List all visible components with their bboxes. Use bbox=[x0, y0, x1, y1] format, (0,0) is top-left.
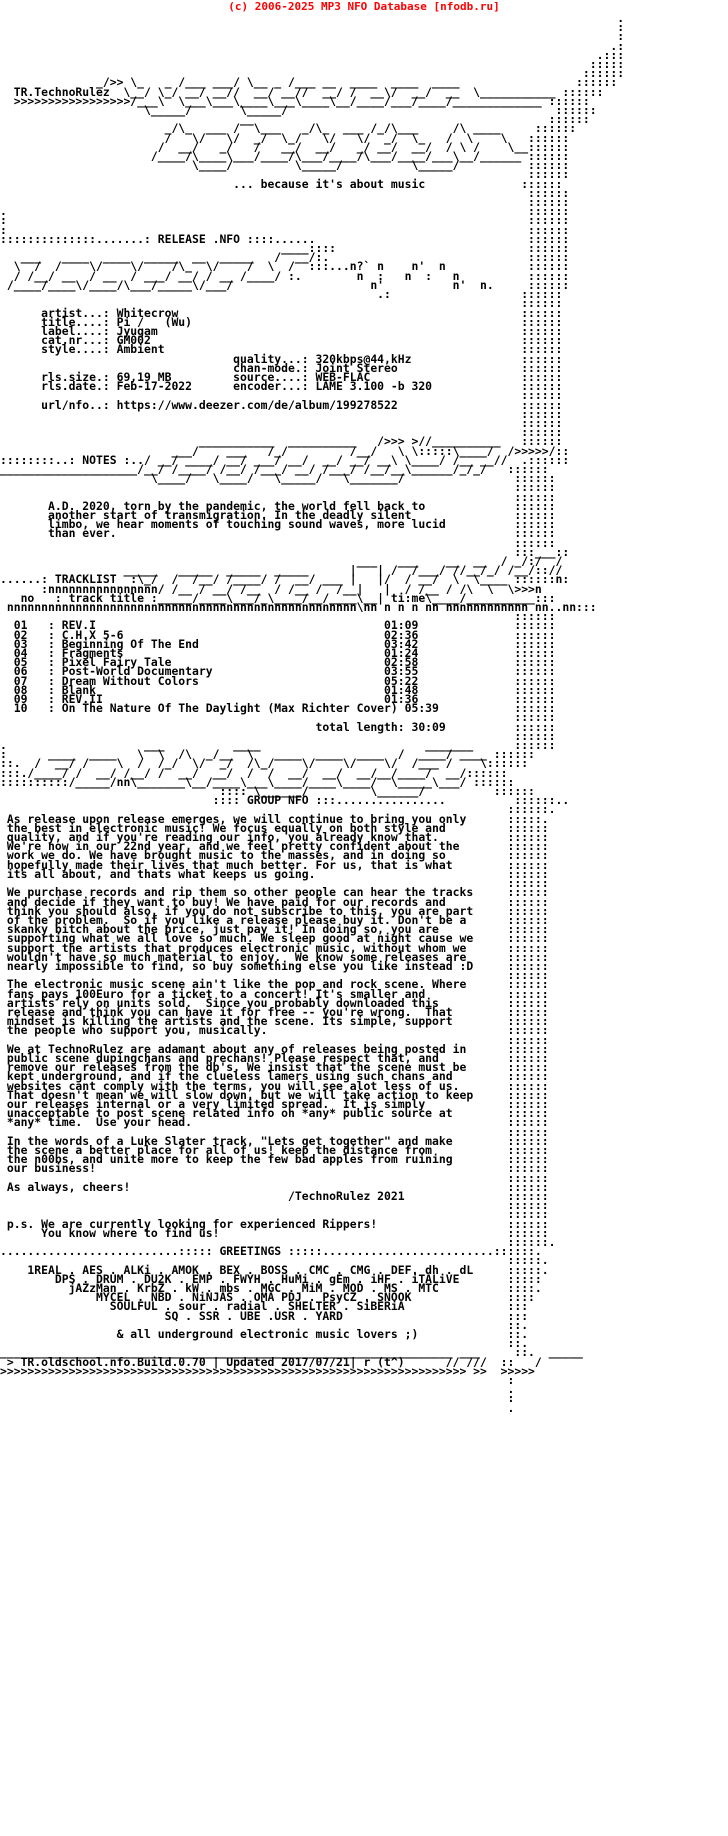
nfo-ascii-document: . : : .: .::: ::::: :::::: _/>> \_ _ /___ ___/ \__ _ /___ __ ____ ____ ____ :::::: TR.TechnoRulez \__/ \_/ __/ __// __/ __// __/ / __\/ __/ __ \___________ :::::: >>>>>>>>>>>>>>>>>/___\ \___\___\____\___\____\__/____/___/____/_____________ :::::: \_____/ \_____/ :::::: __ :::::: _/\_ ___ / \___ _/\_ ___ /_/\___ /\ ____ :::::: / \/ \/ _/ \_/ \/ \/ _/ \_ / \ \ :::::: / __/ _/ / __/ __/ _/ __/ __/ / \ / \__:::::: /____/\____\___/____/\___/____/\___/____/___\__/______ :::::: \____/ \_____/ \_____/ :::::: :::::: ... because it's about music :::::: :::::: :::::: . :::::: : :::::: : :::::: ::::::::::::::.......: RELEASE .NFO ::::...... :::::: ____:::: :::::: ___ ____ ____ _____ __ _____ / __/:. :::::: \ / / \/ \/ /\_ \/ / \ / :::...n?` n n' n :::::: / /__/ __ / __ / ___/ __/ / __ /____/ :. n : n : n :::::: /____/____\/____/\___/_____\/___/ n' n' n. :::::: .: :::::: :::::: artist...: Whitecrow :::::: title....: Pi / (Wu) :::::: label....: Jyugam :::::: cat.nr...: GM002 :::::: style....: Ambient :::::: quality...: 320kbps@44,kHz :::::: chan-mode.: Joint Stereo :::::: rls.size.: 69,19 MB source....: WEB-FLAC :::::: rls.date.: Feb-17-2022 encoder...: LAME 3.100 -b 320 :::::: :::::: url/nfo..: https://www.deezer.com/de/album/199278522 :::::: :::::: :::::: :::::: ___________ __________ />>> >//__________ :::::: ___/ ___ /_/ /__/ \ \:::::\____/ />>>>>/:: ::::::::..: NOTES :../ __/ ____/ __/ ___/ __/ __/ __/ __\ \____/ /__ __// .:::::: ____________________/__/ /____/ /__/ /___/ __/ /___/ /__/__\______/_/_/ :::::: \____/ \____/ \_____/ \_______/ :::::: :::::: :::::: A.D. 2020, torn by the pandemic, the world fell back to :::::: another start of transmigration. In the deadly silent :::::: limbo, we hear moments of touching sound waves, more lucid :::::: than ever. :::::: :::::: :::___:: ___ ___ __ __ / _/:/ / _____ _____ _____ _____ | | / /___/ //__/_/ /__/::// ......: TRACKLIST :\_/ / /__/ /____/ / __/ ___ | |/ / __/ \ \____ ::::::n: :nnnnnnnnnnnnnnnn/ /__ / __/ /__ / /__ / /__| | / /__ / /\ \ \>>>n no : track title :_____/____\___/_\____/__/____\__| ti:me\____/__________::: nnnnnnnnnnnnnnnnnnnnnnnnnnnnnnnnnnnnnnnnnnnnnnnnnnn\nn n n n nn nnnnnnnnnnnn nn..nn::: :::::: 01 : REV.I 01:09 :::::: 02 : C.H.X 5-6 02:36 :::::: 03 : Beginning Of The End 03:42 :::::: 04 : Fragments 01:24 :::::: 05 : Pixel Fairy Tale 02:58 :::::: 06 : Post-World Documentary 03:55 :::::: 07 : Dream Without Colors 05:22 :::::: 08 : Blank 01:48 :::::: 09 : REV.II 01:36 :::::: 10 : On The Nature Of The Daylight (Max Richter Cover) 05:39 :::::: :::::: total length: 30:09 :::::: :::::: . ___ ____ _______ :::::: : ____ ____ \ \ /\ _/__ \ ____ ____ ____ / ____/ ____ :::::: ::. / __/ / \ / /_/ \/ _/ /\_/ \/ \/ \/ /___ / \:::::: :::./____/ / __/ /__/ / __/ __/ / / __/ __/ __/__/____/ __/:::::: ::::::::::/_____/nn\_______\__/____\___\____/____\____/ \_____\___/ :::::: :::: \______/ \______/ :::::: :::: GROUP NFO :::................ ::::::.. ::::::. As release upon release emerges, we will continue to bring you only :::::. the best in electronic music! We focus equally on both style and :::::: quality, and if you're reading our info, you already know that. :::::: We're now in our 22nd year, and we feel pretty confident about the :::::: work we do. We have brought music to the masses, and in doing so :::::: hopefully made their lives that much better. For us, that is what :::::: its all about, and thats what keeps us going. :::::: :::::: We purchase records and rip them so other people can hear the tracks :::::: and decide if they want to buy! We have paid for our records and :::::: think you should also, if you do not subscribe to this, you are part :::::: of the problem. So if you like a release please buy it. Don't be a :::::: skanky bitch about the price, just pay it! In doing so, you are :::::: supporting what we all love so much. We sleep good at night cause we :::::: support the artists that produces electronic music, without whom we :::::: wouldn't have so much material to enjoy. We know some releases are :::::: nearly impossible to find, so buy something else you like instead :D :::::: :::::: The electronic music scene ain't like the pop and rock scene. Where :::::: fans pays 100Euro for a ticket to a concert! It's smaller and :::::: artists rely on units sold. Since you probably downloaded this :::::: release and think you can have it for free -- you're wrong. That :::::: mindset is killing the artists and the scene. Its simple, support :::::: the people who support you, musically. :::::: :::::: We at TechnoRulez are adamant about any of releases being posted in :::::: public scene dupingchans and prechans! Please respect that, and :::::: remove our releases from the db's. We insist that the scene must be :::::: kept underground, and if the clueless lamers using such chans and :::::: websites cant comply with the terms, you will see alot less of us. :::::: That doesn't mean we will slow down, but we will take action to keep :::::: our releases internal or a very limited spread. It is simply :::::: unacceptable to post scene related info on *any* public source at :::::: *any* time. Use your head. :::::: :::::: In the words of a Luke Slater track, "Lets get together" and make :::::: the scene a better place for all of us! keep the distance from :::::: the n00bs, and unite more to keep the few bad apples from ruining :::::: our business! :::::: :::::: As always, cheers! :::::: /TechnoRulez 2021 :::::: :::::: :::::: p.s. We are currently looking for experienced Rippers! :::::: You know where to find us! :::::: ::::::. ..........................::::: GREETINGS :::::.........................::::::. :::::. 1REAL . AES . ALKi . AMOK . BEX . BOSS . CMC . CMG . DEF. dh . dL :::::. DPS . DRUM . DU2K . EMP . FWYH . HuMi . gEm . iHF . iTALiVE ::::: jAZzMan . KrbZ . kW . mbs . MGC . MiM . MOD . MS . MTC ::::. MYCEL . NBD . NiNJAS . OMA PDJ . PsyCZ . SNOOK :::: SOULFUL . sour . radial . SHELTER . SiBERiA ::: SQ . SSR . UBE .USR . YARD ::: ::. & all underground electronic music lovers ;) ::. ::. __________________________________________________________________ ___ ::. _____ > TR.oldschool.nfo.Build.0.70 | Updated 2017/07/21| r (t^) // /// :: / >>>>>>>>>>>>>>>>>>>>>>>>>>>>>>>>>>>>>>>>>>>>>>>>>>>>>>>>>>>>>>>>>>>> >> >>>>> : . : . bbox=[0, 11, 625, 1415]
nfodb-copyright-header: (c) 2006-2025 MP3 NFO Database [nfodb.ru] bbox=[228, 0, 500, 13]
